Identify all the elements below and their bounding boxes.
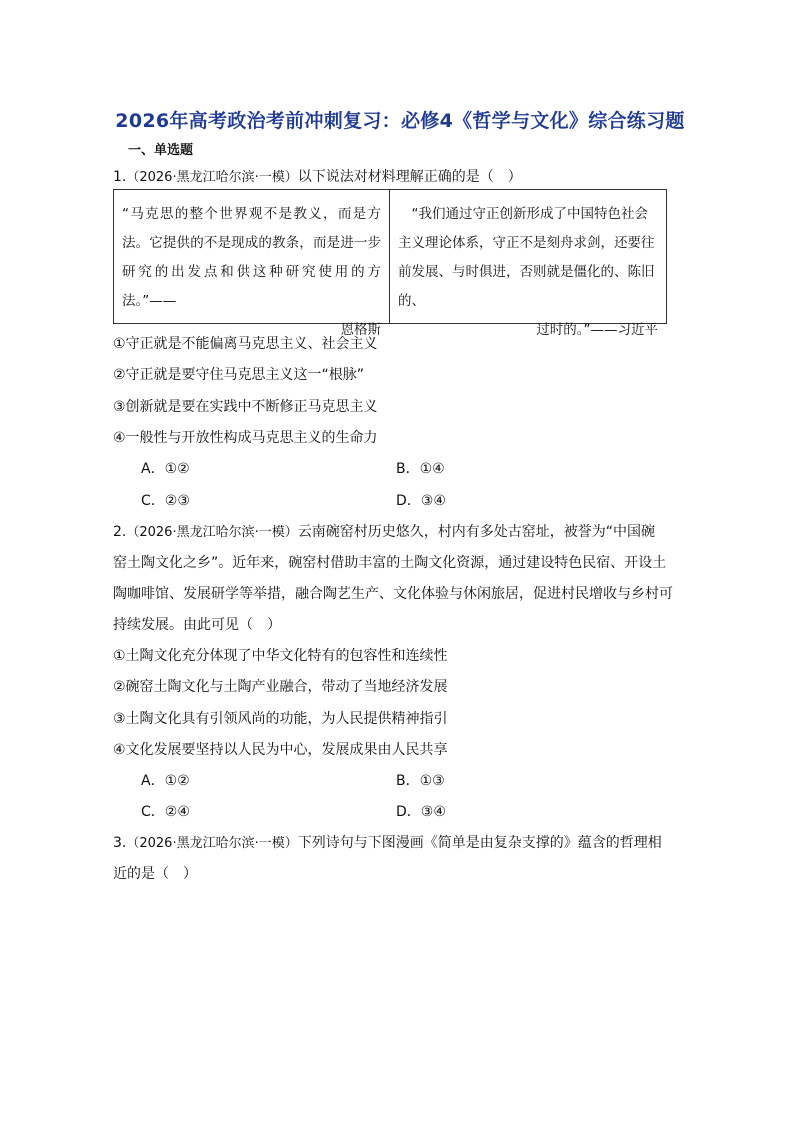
section-heading: 一、单选题 xyxy=(128,143,194,158)
option-c[interactable]: C．②④ xyxy=(141,804,190,820)
question-stem-line: 近的是（ ） xyxy=(113,866,197,882)
option-c[interactable]: C．②③ xyxy=(141,493,190,509)
question-source: （2026·黑龙江哈尔滨·一模） xyxy=(126,170,298,185)
question-3-header xyxy=(113,832,662,852)
question-stem-line: 窑土陶文化之乡”。近年来，碗窑村借助丰富的土陶文化资源，通过建设特色民宿、开设土 xyxy=(113,555,667,571)
question-stem: 云南碗窑村历史悠久，村内有多处古窑址，被誉为“中国碗 xyxy=(297,524,655,540)
quote-author: 恩格斯 xyxy=(340,322,381,338)
quote-table xyxy=(113,189,667,338)
option-d[interactable]: D．③④ xyxy=(396,804,446,820)
question-number: 2. xyxy=(113,524,127,540)
statement: ③创新就是要在实践中不断修正马克思主义 xyxy=(113,399,378,415)
statement: ①土陶文化充分体现了中华文化特有的包容性和连续性 xyxy=(113,648,448,664)
option-a[interactable]: A．①② xyxy=(141,773,190,789)
question-stem: 下列诗句与下图漫画《简单是由复杂支撑的》蕴含的哲理相 xyxy=(297,835,662,851)
page-title: 2026年高考政治考前冲刺复习：必修4《哲学与文化》综合练习题 xyxy=(115,110,685,132)
statement: ②碗窑土陶文化与土陶产业融合，带动了当地经济发展 xyxy=(113,679,448,695)
question-source: （2026·黑龙江哈尔滨·一模） xyxy=(126,836,298,851)
question-stem-line: 陶咖啡馆、发展研学等举措，融合陶艺生产、文化体验与休闲旅居，促进村民增收与乡村可 xyxy=(113,586,673,602)
option-b[interactable]: B．①④ xyxy=(396,461,445,477)
quote-cell-xi xyxy=(390,190,666,338)
quote-author: 过时的。”——习近平 xyxy=(536,322,658,338)
question-stem: 以下说法对材料理解正确的是（ ） xyxy=(297,169,522,185)
question-source: （2026·黑龙江哈尔滨·一模） xyxy=(126,525,298,540)
question-2-header xyxy=(113,521,655,541)
option-a[interactable]: A．①② xyxy=(141,461,190,477)
statement: ④文化发展要坚持以人民为中心，发展成果由人民共享 xyxy=(113,742,448,758)
quote-text: “我们通过守正创新形成了中国特色社会主义理论体系，守正不是刻舟求剑，还要往前发展、与时俱进，否则就是僵化的、陈旧的、 xyxy=(398,206,655,309)
statement: ①守正就是不能偏离马克思主义、社会主义 xyxy=(113,336,378,352)
option-b[interactable]: B．①③ xyxy=(396,773,445,789)
question-stem-line: 持续发展。由此可见（ ） xyxy=(113,617,281,633)
statement: ④一般性与开放性构成马克思主义的生命力 xyxy=(113,430,378,446)
question-1-header xyxy=(113,166,522,186)
question-number: 3. xyxy=(113,835,127,851)
question-number: 1. xyxy=(113,169,127,185)
quote-cell-engels xyxy=(114,190,390,338)
option-d[interactable]: D．③④ xyxy=(396,493,446,509)
quote-text: “马克思的整个世界观不是教义，而是方法。它提供的不是现成的教条，而是进一步研究的出发点和供这种研究使用的方法。”—— xyxy=(122,206,381,309)
statement: ③土陶文化具有引领风尚的功能，为人民提供精神指引 xyxy=(113,711,448,727)
statement: ②守正就是要守住马克思主义这一“根脉” xyxy=(113,367,365,383)
